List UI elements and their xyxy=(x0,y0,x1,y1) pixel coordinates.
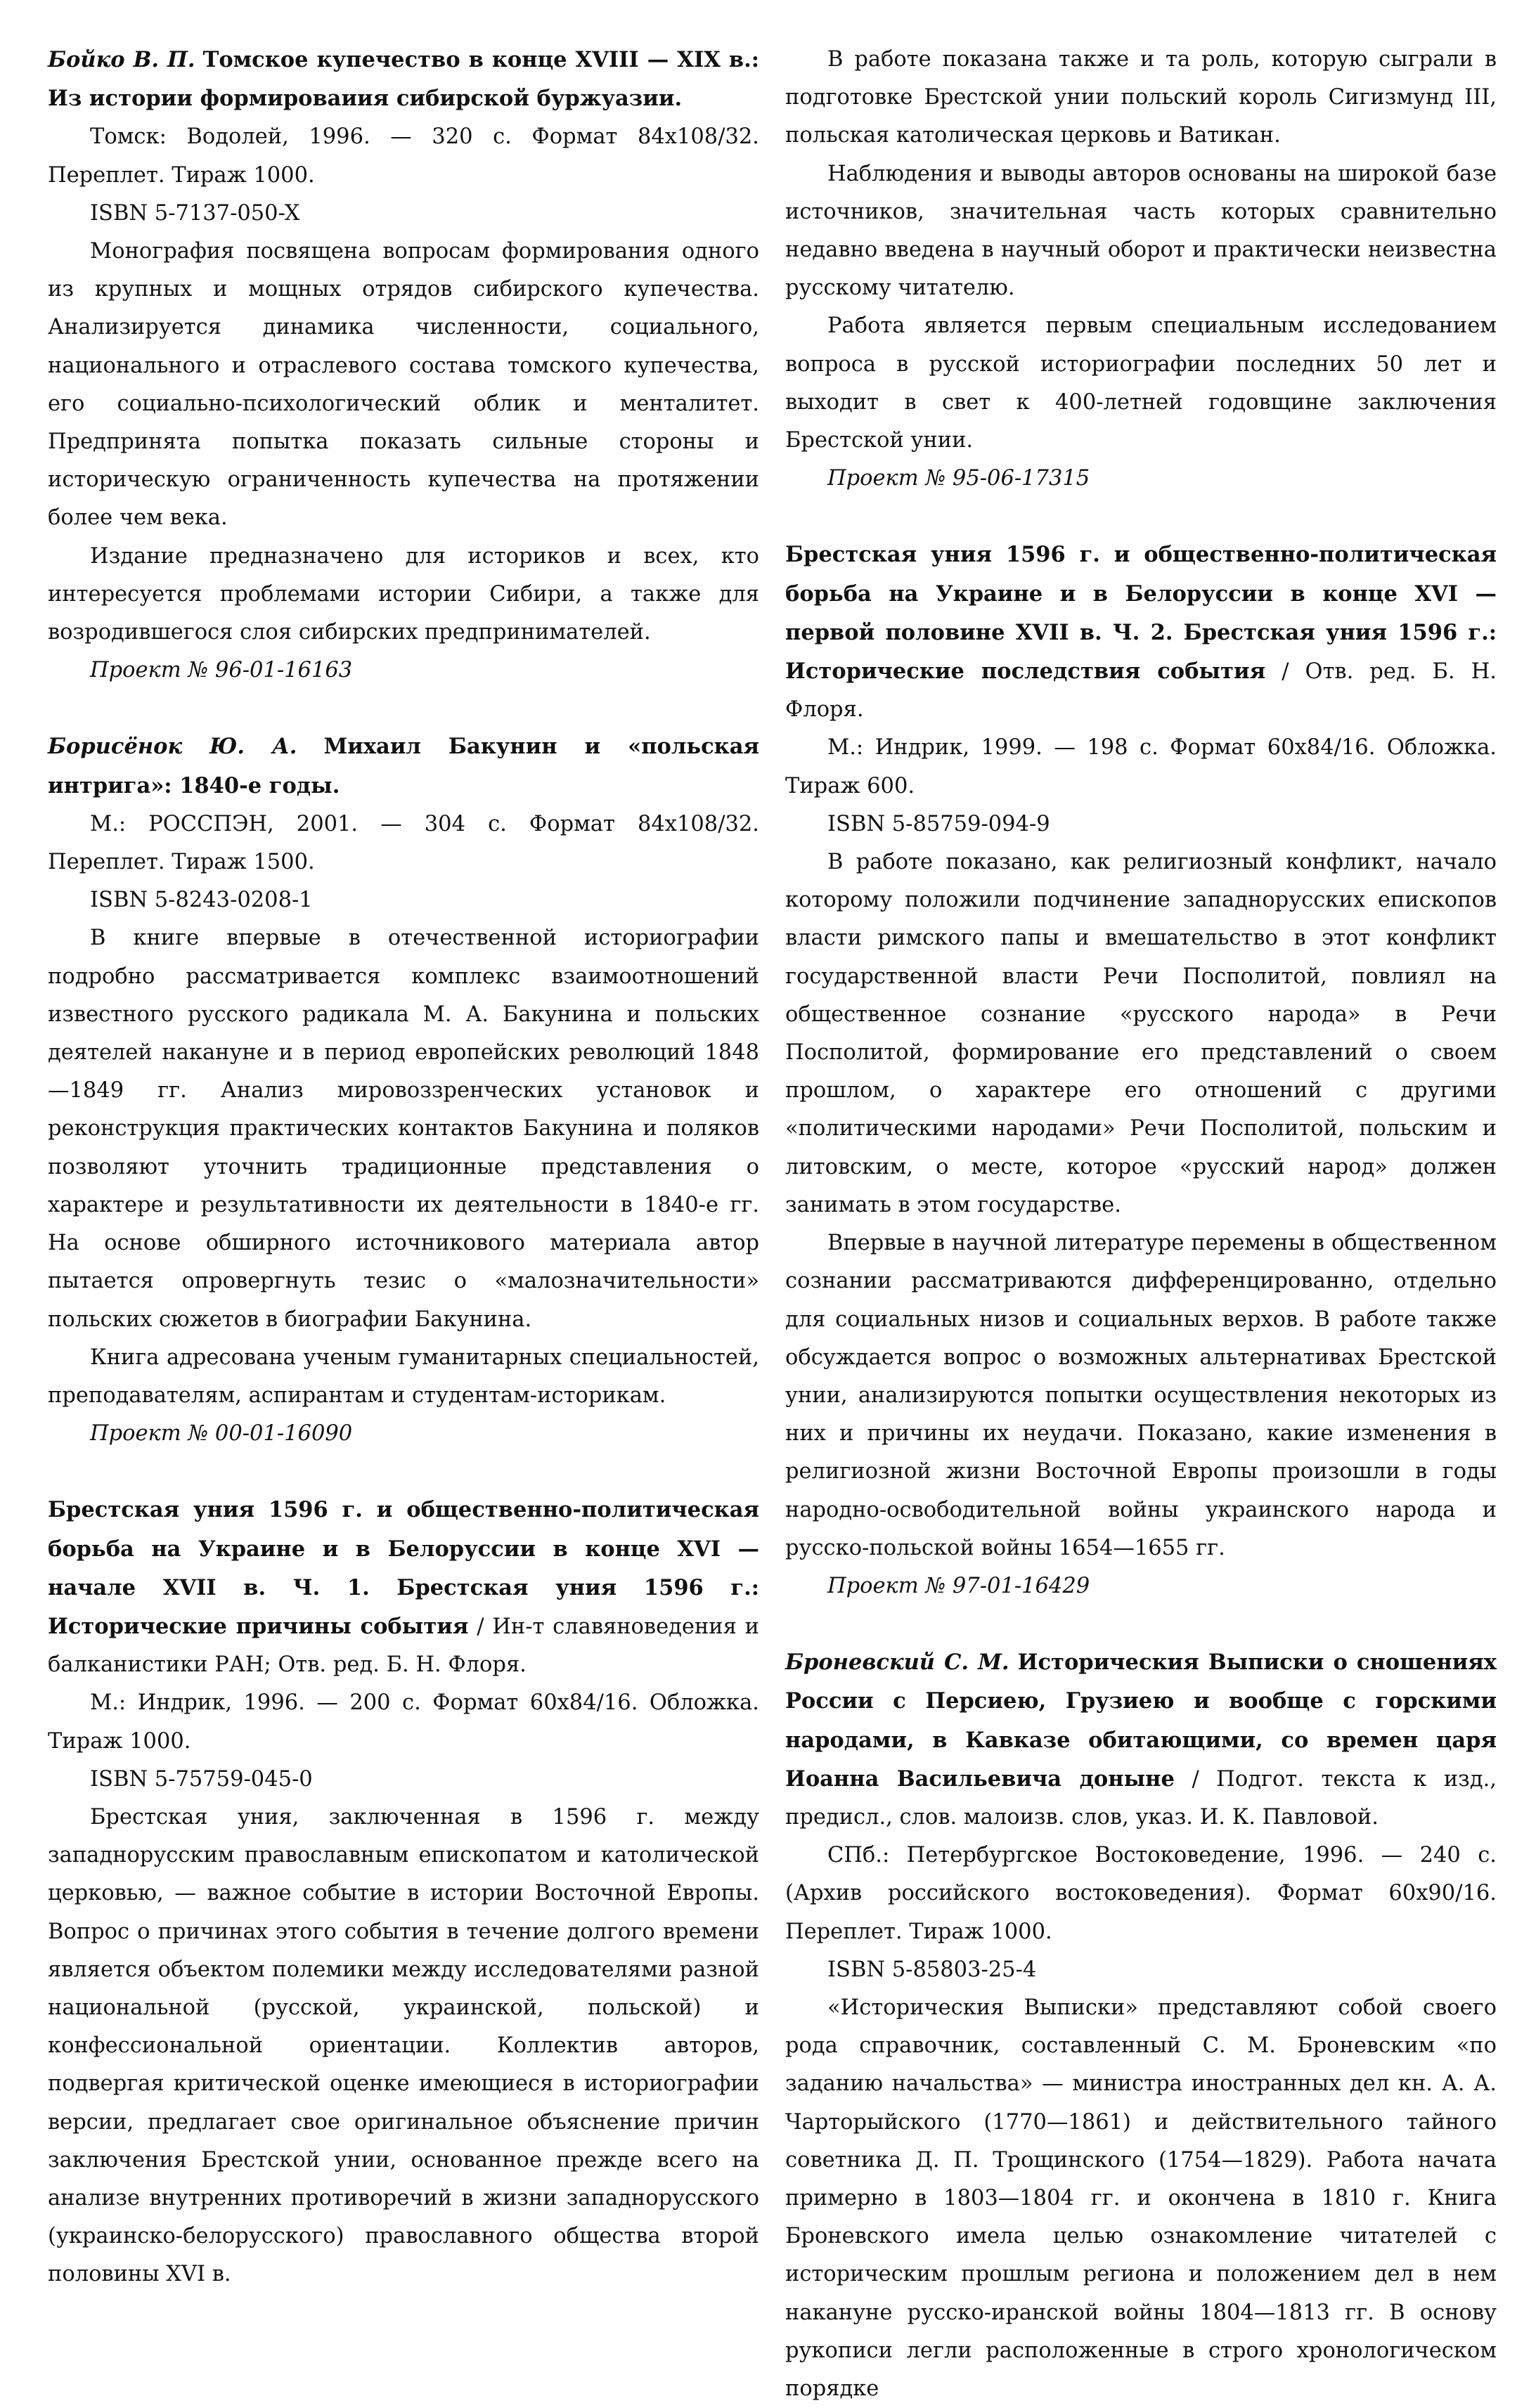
book-entry xyxy=(785,536,1497,1605)
entry-paragraph: Брестская уния, заключенная в 1596 г. между западнорусским православным епископатом и католической церковью, — важное событие в истории Восточной Европы. Вопрос о причинах этого события в течение долгого времени является объектом полемики между исследователями разной национальной (русской, украинской, польской) и конфессиональной ориентации. Коллектив авторов, подвергая критической оценке имеющиеся в историографии версии, предлагает свое оригинальное объяснение причин заключения Брестской унии, основанное прежде всего на анализе внутренних противоречий в жизни западнорусского (украинско-белорусского) православного общества второй половины XVI в. xyxy=(48,1804,759,2287)
entry-title: Михаил Бакунин и «польская интрига»: 1840-е годы. xyxy=(48,734,759,798)
entry-imprint: М.: Индрик, 1996. — 200 с. Формат 60х84/16. Обложка. Тираж 1000. xyxy=(48,1690,759,1754)
entry-paragraph: Впервые в научной литературе перемены в общественном сознании рассматриваются дифференцированно, отдельно для социальных низов и социальных верхов. В работе также обсуждается вопрос о возможных альтернативах Брестской унии, анализируются попытки осуществления некоторых из них и причины их неудачи. Показано, какие изменения в религиозной жизни Восточной Европы произошли в годы народно-освободительной войны украинского народа и русско-польской войны 1654—1655 гг. xyxy=(785,1231,1497,1560)
entry-isbn: ISBN 5-75759-045-0 xyxy=(90,1766,313,1792)
entry-imprint: Томск: Водолей, 1996. — 320 с. Формат 84х108/32. Переплет. Тираж 1000. xyxy=(48,124,759,188)
entry-project: Проект № 95-06-17315 xyxy=(827,466,1090,491)
entry-paragraph: «Историческия Выписки» представляют собой своего рода справочник, составленный С. М. Броневским «по заданию начальства» — министра иностранных дел кн. А. А. Чарторыйского (1770—1861) и действительного тайного советника Д. П. Трощинского (1754—1829). Работа начата примерно в 1803—1804 гг. и окончена в 1810 г. Книга Броневского имела целью ознакомление читателей с историческим прошлым региона и положением дел в нем накануне русско-иранской войны 1804—1813 гг. В основу рукописи легли расположенные в строго хронологическом порядке xyxy=(785,1995,1497,2401)
entry-isbn: ISBN 5-7137-050-X xyxy=(90,200,300,226)
entry-isbn: ISBN 5-8243-0208-1 xyxy=(90,888,313,913)
entry-imprint: М.: Индрик, 1999. — 198 с. Формат 60х84/16. Обложка. Тираж 600. xyxy=(785,735,1497,798)
entry-title: Брестская уния 1596 г. и общественно-политическая борьба на Украине и в Белоруссии в конце XVI — начале XVII в. Ч. 1. Брестская уния 1596 г.: Исторические причины события xyxy=(48,1497,759,1639)
entry-paragraph: В книге впервые в отечественной историографии подробно рассматривается комплекс взаимоотношений известного русского радикала М. А. Бакунина и польских деятелей накануне и в период европейских революций 1848—1849 гг. Анализ мировоззренческих установок и реконструкция практических контактов Бакунина и поляков позволяют уточнить традиционные представления о характере и результативности их деятельности в 1840-е гг. На основе обширного источникового материала автор пытается опровергнуть тезис о «малозначительности» польских сюжетов в биографии Бакунина. xyxy=(48,926,759,1332)
entry-author: Бойко В. П. xyxy=(48,47,195,72)
entry-paragraph: Издание предназначено для историков и всех, кто интересуется проблемами истории Сибири, а также для возродившегося слоя сибирских предпринимателей. xyxy=(48,543,759,645)
entry-heading xyxy=(785,1643,1497,1837)
entry-project: Проект № 97-01-16429 xyxy=(827,1573,1090,1598)
entry-paragraph: Работа является первым специальным исследованием вопроса в русской историографии последних 50 лет и выходит в свет к 400-летней годовщине заключения Брестской унии. xyxy=(785,313,1497,453)
entry-responsibility: / Подгот. текста к изд., предисл., слов. малоизв. слов, указ. И. К. Павловой. xyxy=(785,1766,1497,1830)
entry-paragraph: Монография посвящена вопросам формирования одного из крупных и мощных отрядов сибирского купечества. Анализируется динамика численности, социального, национального и отраслевого состава томского купечества, его социально-психологический облик и менталитет. Предпринята попытка показать сильные стороны и историческую ограниченность купечества на протяжении более чем века. xyxy=(48,239,759,531)
book-entry xyxy=(785,1643,1497,2408)
entry-title: Историческия Выписки о сношениях России с Персиею, Грузиею и вообще с горскими народами, в Кавказе обитающими, со времен царя Иоанна Васильевича доныне xyxy=(785,1650,1497,1792)
entry-imprint: СПб.: Петербургское Востоковедение, 1996. — 240 с. (Архив российского востоковедения). Формат 60х90/16. Переплет. Тираж 1000. xyxy=(785,1843,1497,1944)
entry-title: Томское купечество в конце XVIII — XIX в.: Из истории формироваиия сибирской буржуазии. xyxy=(48,47,759,112)
book-entry-continuation xyxy=(785,41,1497,498)
entry-responsibility: / Отв. ред. Б. Н. Флоря. xyxy=(785,659,1497,723)
entry-isbn: ISBN 5-85759-094-9 xyxy=(827,811,1050,836)
entry-responsibility: / Ин-т славяноведения и балканистики РАН; Отв. ред. Б. Н. Флоря. xyxy=(48,1614,760,1678)
entry-author: Броневский С. М. xyxy=(785,1650,1009,1676)
entry-isbn: ISBN 5-85803-25-4 xyxy=(827,1957,1037,1982)
entry-heading xyxy=(48,727,759,805)
entry-title: Брестская уния 1596 г. и общественно-политическая борьба на Украине и в Белоруссии в конце XVI — первой половине XVII в. Ч. 2. Брестская уния 1596 г.: Исторические последствия события xyxy=(785,542,1497,685)
entry-imprint: М.: РОССПЭН, 2001. — 304 с. Формат 84х108/32. Переплет. Тираж 1500. xyxy=(48,811,759,875)
entry-paragraph: В работе показано, как религиозный конфликт, начало которому положили подчинение западнорусских епископов власти римского папы и вмешательство в этот конфликт государственной власти Речи Посполитой, повлиял на общественное сознание «русского народа» в Речи Посполитой, формирование его представлений о своем прошлом, о характере его отношений с другими «политическими народами» Речи Посполитой, польским и литовским, о месте, которое «русский народ» должен занимать в этом государстве. xyxy=(785,850,1497,1217)
entry-author: Борисёнок Ю. А. xyxy=(48,734,297,760)
right-column xyxy=(785,41,1497,2408)
entry-paragraph: Книга адресована ученым гуманитарных специальностей, преподавателям, аспирантам и студентам-историкам. xyxy=(48,1345,759,1408)
book-entry xyxy=(48,727,759,1453)
entry-paragraph: Наблюдения и выводы авторов основаны на широкой базе источников, значительная часть которых сравнительно недавно введена в научный оборот и практически неизвестна русскому читателю. xyxy=(785,161,1497,301)
entry-heading xyxy=(785,536,1497,729)
entry-heading xyxy=(48,1491,759,1684)
book-entry xyxy=(48,41,759,690)
book-entry xyxy=(48,1491,759,2293)
left-column xyxy=(48,41,759,2294)
entry-paragraph: В работе показана также и та роль, которую сыграли в подготовке Брестской унии польский король Сигизмунд III, польская католическая церковь и Ватикан. xyxy=(785,47,1497,148)
entry-project: Проект № 96-01-16163 xyxy=(90,658,353,683)
entry-heading xyxy=(48,41,759,118)
entry-project: Проект № 00-01-16090 xyxy=(90,1421,353,1446)
